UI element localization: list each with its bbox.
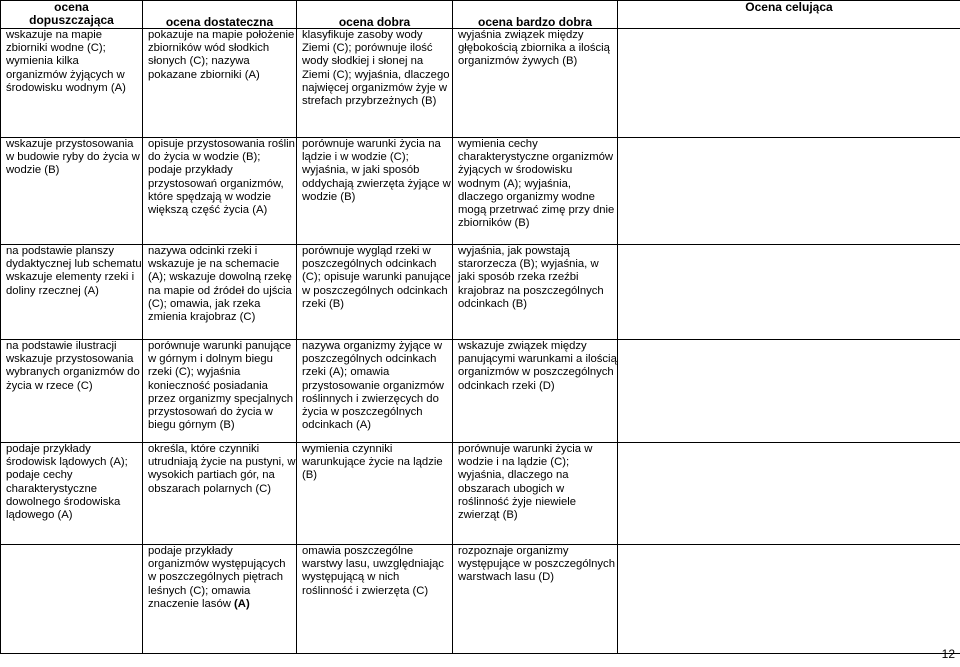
cell-celujaca — [618, 138, 960, 245]
cell-dopuszczajaca: na podstawie ilustracji wskazuje przystosowania wybranych organizmów do życia w rzece (C) — [1, 340, 143, 443]
page-number: 12 — [941, 647, 955, 661]
table-row — [1, 138, 960, 245]
cell-dostateczna: pokazuje na mapie położenie zbiorników wód słodkich słonych (C); nazywa pokazane zbiorniki (A) — [143, 29, 297, 138]
cell-celujaca — [618, 245, 960, 340]
cell-dopuszczajaca: wskazuje na mapie zbiorniki wodne (C); wymienia kilka organizmów żyjących w środowisku wodnym (A) — [1, 29, 143, 138]
cell-dostateczna: porównuje warunki panujące w górnym i dolnym biegu rzeki (C); wyjaśnia konieczność posiadania przez organizmy specjalnych przystosowań do życia w biegu górnym (B) — [143, 340, 297, 443]
table-row — [1, 545, 960, 654]
cell-bardzo-dobra: wymienia cechy charakterystyczne organizmów żyjących w środowisku wodnym (A); wyjaśnia, dlaczego organizmy wodne mogą przetrwać zimę przy dnie zbiorników (B) — [453, 138, 618, 245]
cell-dobra: klasyfikuje zasoby wody Ziemi (C); porównuje ilość wody słodkiej i słonej na Ziemi (C); wyjaśnia, dlaczego najwięcej organizmów żyje w strefach przybrzeżnych (B) — [297, 29, 453, 138]
cell-dostateczna: nazywa odcinki rzeki i wskazuje je na schemacie (A); wskazuje dowolną rzekę na mapie od źródeł do ujścia (C); omawia, jak rzeka zmienia krajobraz (C) — [143, 245, 297, 340]
cell-dostateczna: określa, które czynniki utrudniają życie na pustyni, w wysokich partiach gór, na obszarach polarnych (C) — [143, 443, 297, 545]
cell-dobra: omawia poszczególne warstwy lasu, uwzględniając występującą w nich roślinność i zwierzęta (C) — [297, 545, 453, 654]
cell-dobra: porównuje warunki życia na lądzie i w wodzie (C); wyjaśnia, w jaki sposób oddychają zwierzęta żyjące w wodzie (B) — [297, 138, 453, 245]
cell-dostateczna — [143, 545, 297, 654]
cell-bardzo-dobra: wyjaśnia, jak powstają starorzecza (B); wyjaśnia, w jaki sposób rzeka rzeźbi krajobraz na poszczególnych odcinkach (B) — [453, 245, 618, 340]
cell-dopuszczajaca: podaje przykłady środowisk lądowych (A); podaje cechy charakterystyczne dowolnego środowiska lądowego (A) — [1, 443, 143, 545]
cell-celujaca — [618, 29, 960, 138]
cell-dobra: wymienia czynniki warunkujące życie na lądzie (B) — [297, 443, 453, 545]
cell-dobra: nazywa organizmy żyjące w poszczególnych odcinkach rzeki (A); omawia przystosowanie organizmów roślinnych i zwierzęcych do życia w poszczególnych odcinkach (A) — [297, 340, 453, 443]
header-bardzo-dobra: ocena bardzo dobra — [453, 1, 618, 29]
header-dobra: ocena dobra — [297, 1, 453, 29]
cell-dostateczna-level: (A) — [234, 597, 250, 610]
cell-bardzo-dobra: wyjaśnia związek między głębokością zbiornika a ilością organizmów żywych (B) — [453, 29, 618, 138]
cell-bardzo-dobra: wskazuje związek między panującymi warunkami a ilością organizmów w poszczególnych odcinkach rzeki (D) — [453, 340, 618, 443]
table-row — [1, 340, 960, 443]
cell-bardzo-dobra: rozpoznaje organizmy występujące w poszczególnych warstwach lasu (D) — [453, 545, 618, 654]
header-row — [1, 1, 960, 29]
table-row — [1, 29, 960, 138]
cell-dostateczna-text: podaje przykłady organizmów występujących w poszczególnych piętrach leśnych (C); omawia znaczenie lasów — [148, 545, 286, 610]
table-row — [1, 443, 960, 545]
cell-dopuszczajaca: wskazuje przystosowania w budowie ryby do życia w wodzie (B) — [1, 138, 143, 245]
cell-dopuszczajaca — [1, 545, 143, 654]
cell-dobra: porównuje wygląd rzeki w poszczególnych odcinkach (C); opisuje warunki panujące w poszczególnych odcinkach rzeki (B) — [297, 245, 453, 340]
cell-celujaca — [618, 443, 960, 545]
cell-dostateczna: opisuje przystosowania roślin do życia w wodzie (B); podaje przykłady przystosowań organizmów, które spędzają w wodzie większą część życia (A) — [143, 138, 297, 245]
header-dopuszczajaca: ocena dopuszczająca — [1, 1, 143, 29]
table-row — [1, 245, 960, 340]
cell-dopuszczajaca: na podstawie planszy dydaktycznej lub schematu wskazuje elementy rzeki i doliny rzecznej (A) — [1, 245, 143, 340]
header-celujaca: Ocena celująca — [618, 1, 960, 29]
cell-celujaca — [618, 340, 960, 443]
header-dostateczna: ocena dostateczna — [143, 1, 297, 29]
cell-celujaca — [618, 545, 960, 654]
cell-bardzo-dobra: porównuje warunki życia w wodzie i na lądzie (C); wyjaśnia, dlaczego na obszarach ubogich w roślinność żyje niewiele zwierząt (B) — [453, 443, 618, 545]
